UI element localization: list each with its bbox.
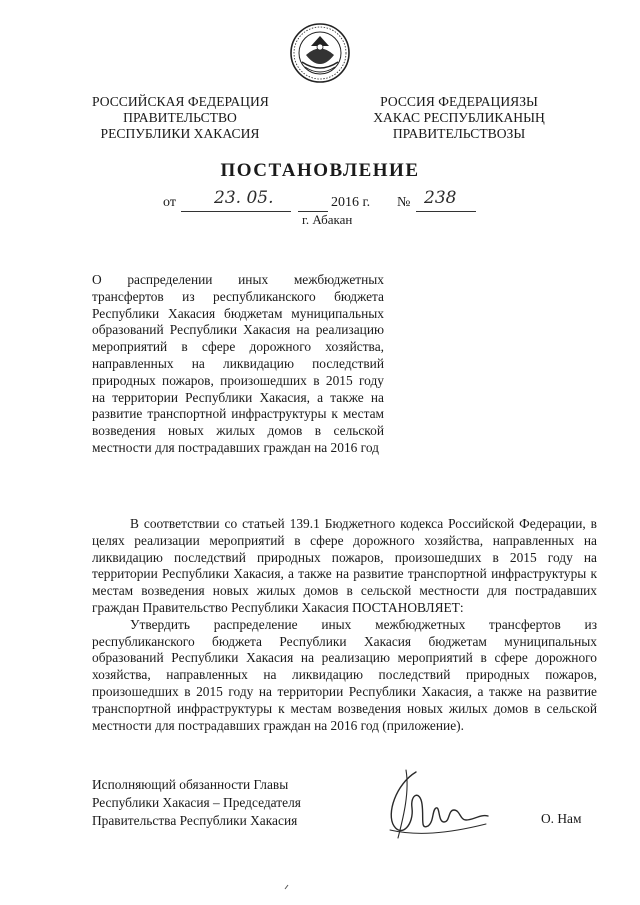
coat-of-arms-emblem [289,22,351,84]
signatory-position-line: Правительства Республики Хакасия [92,813,298,828]
signatory-position [92,776,301,830]
body-paragraph: Утвердить распределение иных межбюджетных трансфертов из республиканского бюджета Республики Хакасия бюджетам муниципальных образований Республики Хакасия на реализацию мероприятий в сфере дорожного хозяйства, направленных на ликвидацию последствий природных пожаров, произошедших в 2015 году на территории Республики Хакасия, а также на развитие транспортной инфраструктуры к местам возведения новых жилых домов в сельской местности для пострадавших граждан на 2016 год (приложение). [92,616,597,733]
document-body [92,516,597,734]
header-right-line: ПРАВИТЕЛЬСТВОЗЫ [392,126,526,141]
city-label: г. Абакан [302,212,353,227]
handwritten-date: 23. 05. [214,188,274,208]
signatory-position-line: Исполняющий обязанности Главы [92,777,289,792]
handwritten-number: 238 [424,188,457,208]
header-left-block [92,94,268,142]
header-right-line: РОССИЯ ФЕДЕРАЦИЯЗЫ [380,94,538,109]
header-left-line: ПРАВИТЕЛЬСТВО [123,110,237,125]
number-underline [416,211,476,212]
header-left-line: РОССИЙСКАЯ ФЕДЕРАЦИЯ [92,94,269,109]
stray-mark [284,884,290,890]
signatory-position-line: Республики Хакасия – Председателя [92,795,301,810]
document-subject: О распределении иных межбюджетных трансфертов из республиканского бюджета Республики Хакасия бюджетам муниципальных образований Республики Хакасия на реализацию мероприятий в сфере дорожного хозяйства, направленных на ликвидацию последствий природных пожаров, произошедших в 2015 году на территории Республики Хакасия, а также на развитие транспортной инфраструктуры к местам возведения новых жилых домов в сельской местности для пострадавших граждан на 2016 год [92,272,384,455]
date-prefix: от [163,195,176,210]
handwritten-signature [376,764,492,848]
date-year: 2016 г. [331,195,371,210]
body-paragraph: В соответствии со статьей 139.1 Бюджетного кодекса Российской Федерации, в целях реализации мероприятий в сфере дорожного хозяйства, направленных на ликвидацию последствий природных пожаров, произошедших в 2015 году на территории Республики Хакасия, а также на развитие транспортной инфраструктуры к местам возведения новых жилых домов в сельской местности для пострадавших граждан Правительство Республики Хакасия ПОСТАНОВЛЯЕТ: [92,516,597,615]
number-prefix: № [397,195,411,210]
signatory-name: О. Нам [541,811,582,826]
header-right-line: ХАКАС РЕСПУБЛИКАНЫҢ [373,110,545,125]
header-right-block [366,94,552,142]
header-left-line: РЕСПУБЛИКИ ХАКАСИЯ [100,126,260,141]
document-title: ПОСТАНОВЛЕНИЕ [220,160,420,181]
date-underline [181,211,291,212]
